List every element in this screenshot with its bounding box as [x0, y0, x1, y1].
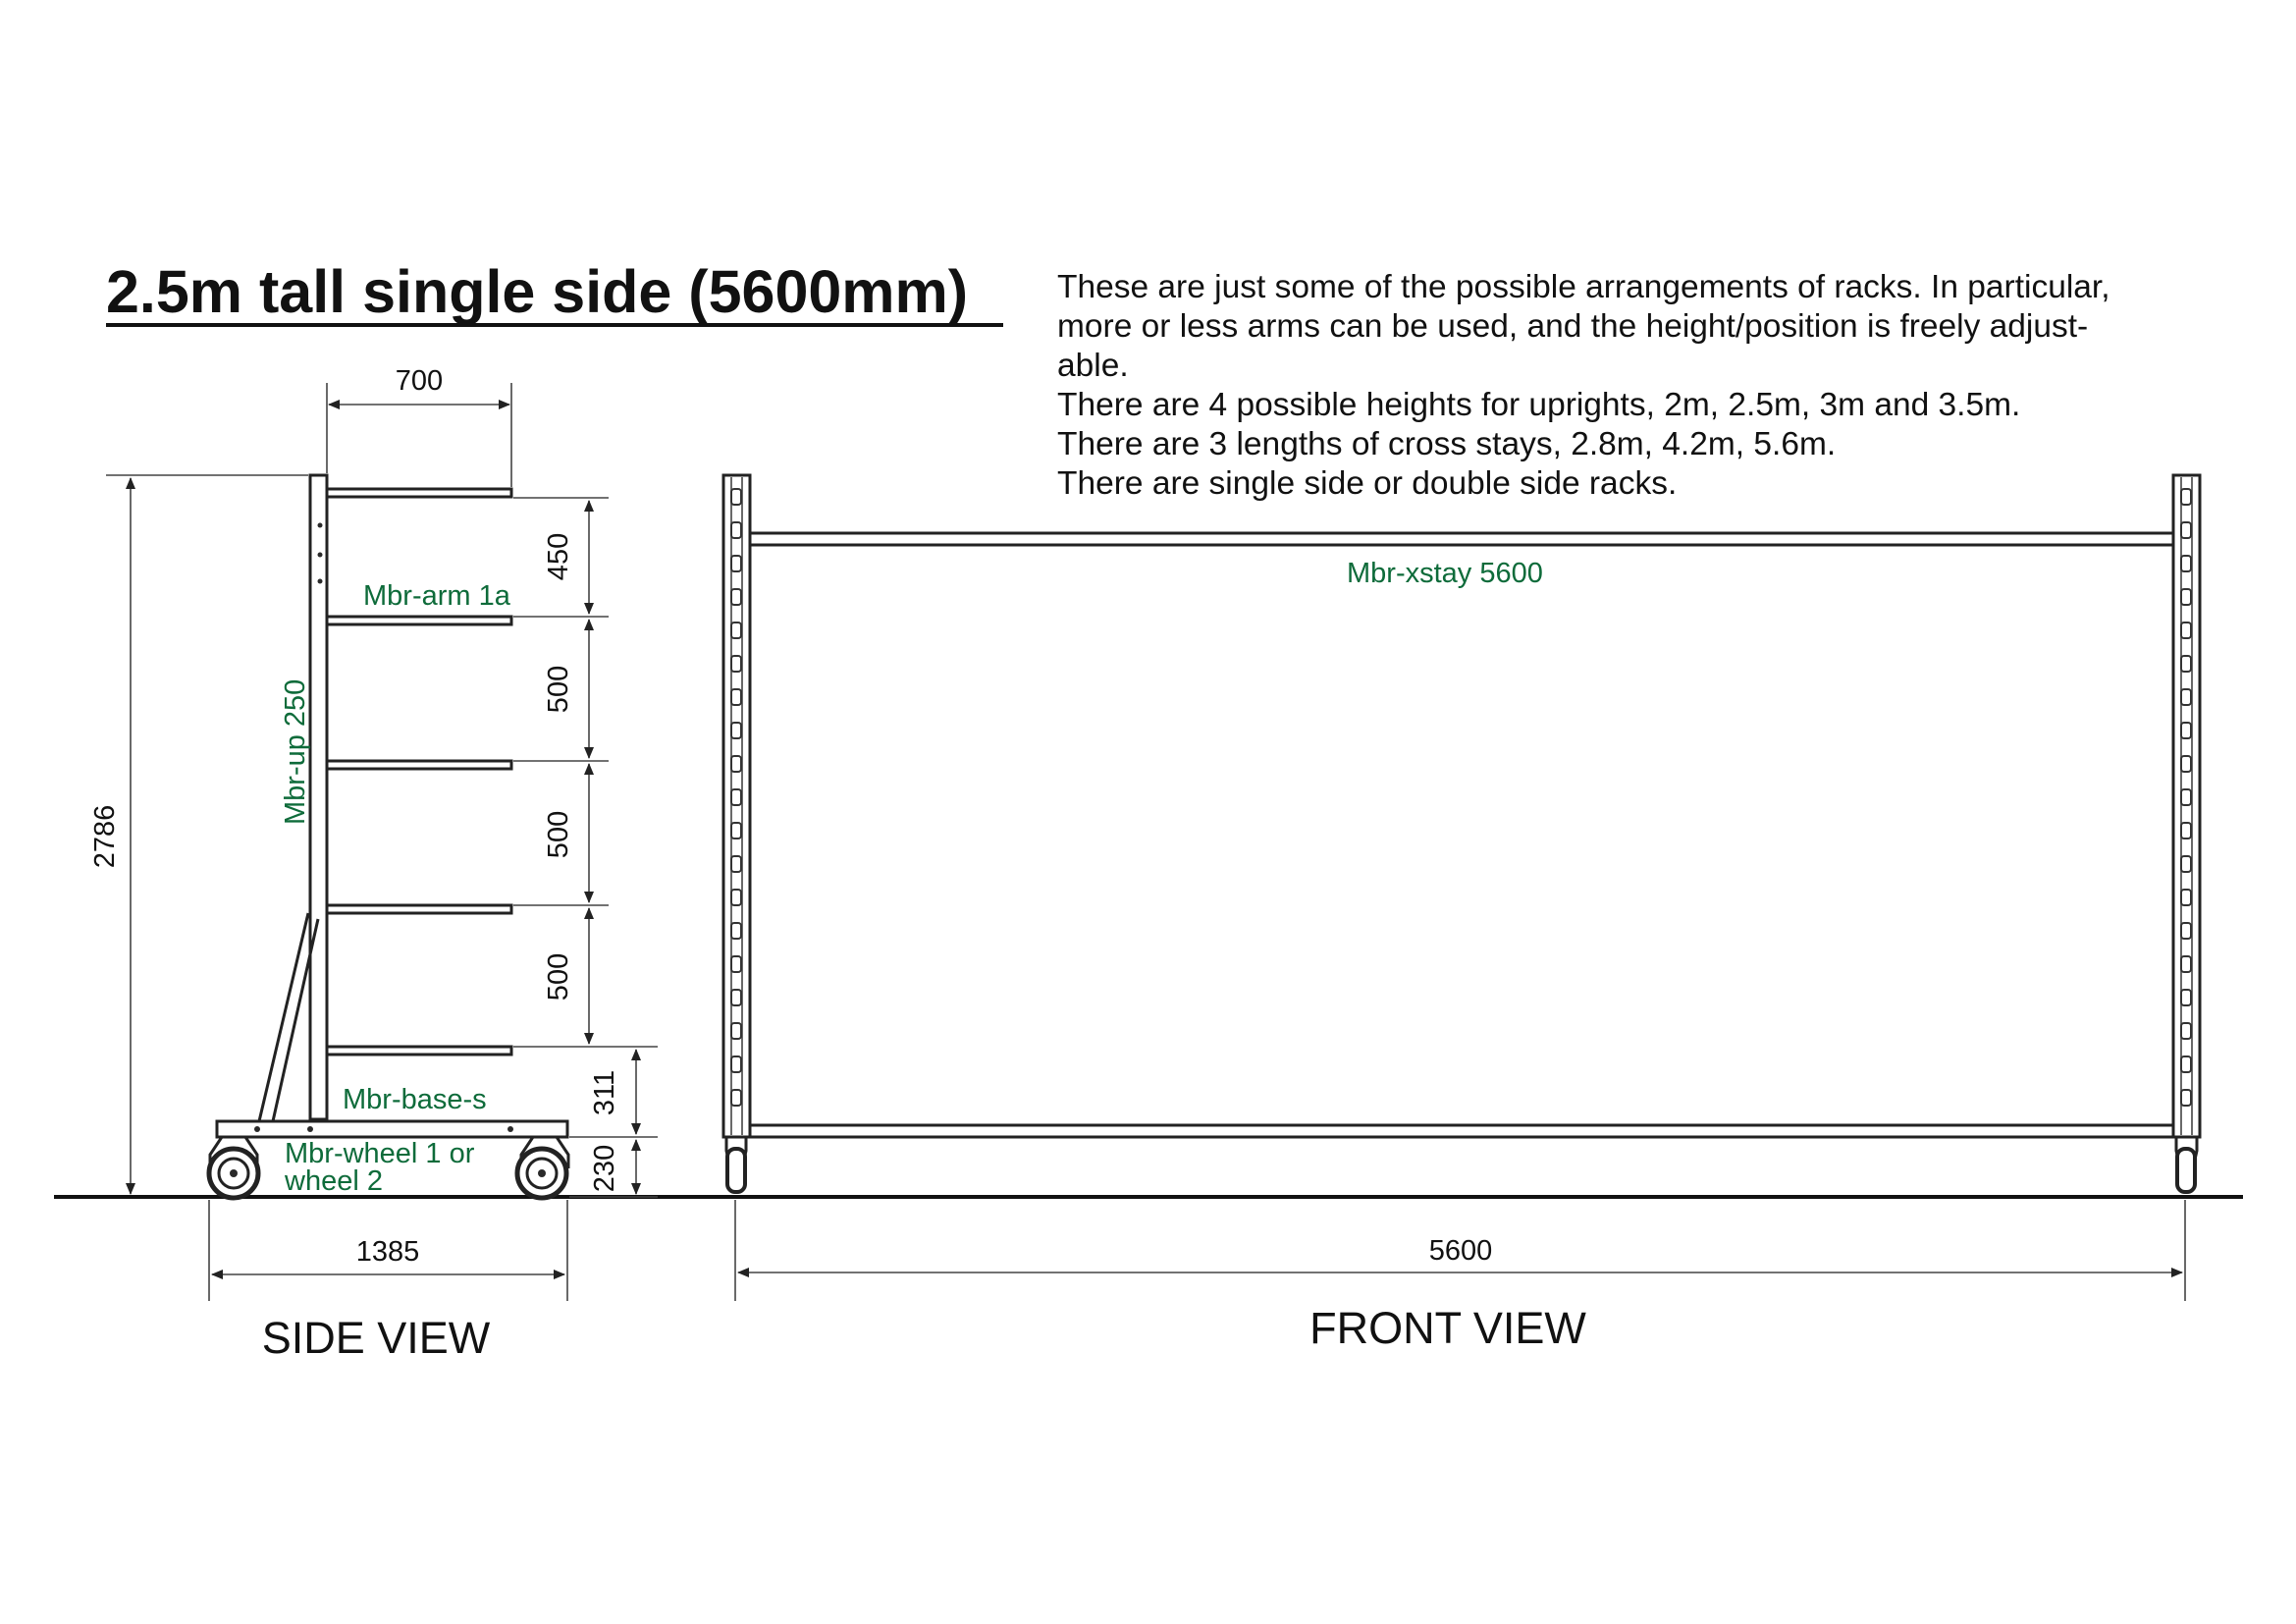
- upright-slot: [731, 1023, 741, 1039]
- arm: [327, 905, 511, 913]
- dimension-label: 1385: [355, 1236, 420, 1268]
- dimension-label: 311: [589, 1069, 620, 1116]
- upright-slot: [731, 589, 741, 605]
- dimension-label: 450: [543, 532, 574, 581]
- part-label-upright: Mbr-up 250: [280, 678, 311, 825]
- dimension-label: 230: [589, 1144, 620, 1193]
- dimension-base-heights: [569, 1050, 658, 1197]
- dimension-arm-spacing: [513, 498, 658, 1047]
- arm: [327, 489, 511, 497]
- front-view-label: FRONT VIEW: [1309, 1303, 1586, 1353]
- upright-slot: [2181, 756, 2191, 772]
- dimension-label: 500: [543, 665, 574, 714]
- upright-slot: [2181, 823, 2191, 839]
- base-frame: [217, 1121, 567, 1137]
- upright-slot: [2181, 556, 2191, 571]
- dimension-label: 2786: [89, 804, 121, 869]
- upright-slot: [731, 489, 741, 505]
- upright-slot: [731, 756, 741, 772]
- upright-slot: [731, 890, 741, 905]
- cross-stay-bottom: [750, 1125, 2173, 1137]
- dimension-label: 500: [543, 810, 574, 859]
- part-label-wheel: Mbr-wheel 1 or: [285, 1138, 475, 1169]
- upright-slot: [731, 956, 741, 972]
- upright-slot: [2181, 956, 2191, 972]
- note-line-2: more or less arms can be used, and the height/position is freely adjust-: [1057, 308, 2089, 345]
- upright-slot: [731, 923, 741, 939]
- upright-slot: [2181, 689, 2191, 705]
- upright-slot: [731, 689, 741, 705]
- left-upright: [723, 475, 750, 1137]
- dimension-arm-length: [327, 365, 511, 487]
- upright-slot: [2181, 856, 2191, 872]
- dimension-label: 500: [543, 952, 574, 1001]
- upright-slot: [731, 1090, 741, 1106]
- dimension-label: 5600: [1428, 1235, 1493, 1267]
- upright-slot: [2181, 1090, 2191, 1106]
- note-line-3: able.: [1057, 348, 1129, 384]
- upright-slot: [2181, 589, 2191, 605]
- side-view-label: SIDE VIEW: [261, 1313, 491, 1363]
- dimension-total-height: [89, 475, 308, 1194]
- part-label-base: Mbr-base-s: [343, 1084, 487, 1115]
- upright: [310, 475, 327, 1119]
- upright-slot: [2181, 522, 2191, 538]
- part-label-cross-stay: Mbr-xstay 5600: [1347, 558, 1543, 589]
- dimension-label: 700: [395, 365, 444, 397]
- upright-slot: [731, 522, 741, 538]
- upright-slot: [2181, 623, 2191, 638]
- upright-slot: [2181, 789, 2191, 805]
- note-line-4: There are 4 possible heights for uprights, 2m, 2.5m, 3m and 3.5m.: [1057, 387, 2021, 423]
- upright-slot: [2181, 923, 2191, 939]
- dimension-base-length: [209, 1200, 567, 1301]
- upright-slot: [731, 723, 741, 738]
- dimension-front-width: [735, 1200, 2185, 1301]
- arm: [327, 617, 511, 624]
- upright-slot: [2181, 723, 2191, 738]
- note-line-5: There are 3 lengths of cross stays, 2.8m, 4.2m, 5.6m.: [1057, 426, 1837, 462]
- upright-slot: [2181, 1023, 2191, 1039]
- drawing-title: 2.5m tall single side (5600mm): [106, 258, 969, 325]
- upright-slot: [731, 823, 741, 839]
- arm: [327, 761, 511, 769]
- cross-stay-top: [750, 533, 2173, 545]
- upright-slot: [731, 789, 741, 805]
- wheel: [517, 1137, 568, 1198]
- upright-slot: [2181, 990, 2191, 1005]
- upright-slot: [2181, 656, 2191, 672]
- wheel: [209, 1137, 258, 1198]
- wheel: [2176, 1137, 2197, 1192]
- upright-slot: [731, 990, 741, 1005]
- note-line-6: There are single side or double side racks.: [1057, 465, 1678, 502]
- part-label-arm: Mbr-arm 1a: [363, 580, 510, 612]
- upright-slot: [731, 556, 741, 571]
- upright-slot: [731, 623, 741, 638]
- upright-slot: [2181, 489, 2191, 505]
- upright-slot: [731, 1056, 741, 1072]
- upright-slot: [2181, 890, 2191, 905]
- part-label-wheel-2: wheel 2: [285, 1165, 383, 1197]
- note-line-1: These are just some of the possible arrangements of racks. In particular,: [1057, 269, 2110, 305]
- upright-slot: [731, 856, 741, 872]
- right-upright: [2173, 475, 2200, 1137]
- upright-slot: [2181, 1056, 2191, 1072]
- notes-block: [1057, 269, 2110, 502]
- arm: [327, 1047, 511, 1055]
- side-view: [89, 365, 658, 1363]
- front-view: [723, 475, 2200, 1353]
- wheel: [726, 1137, 746, 1192]
- upright-slot: [731, 656, 741, 672]
